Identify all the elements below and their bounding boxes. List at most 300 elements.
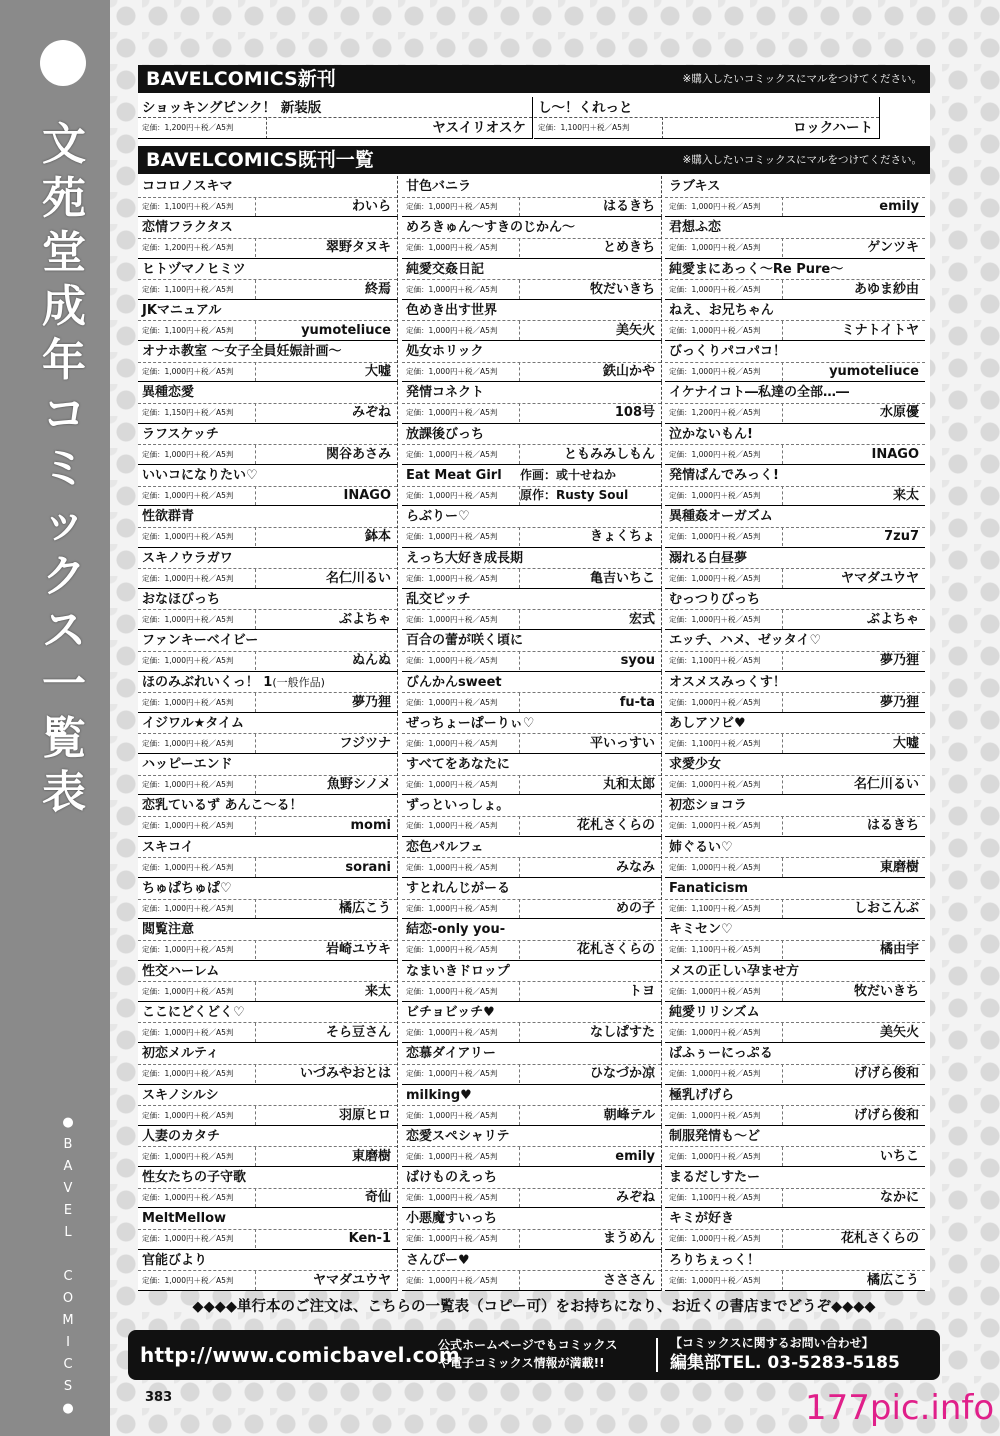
- book-author: INAGO: [871, 446, 919, 462]
- book-price: 定価：1,000円＋税／A5判: [406, 1275, 498, 1285]
- book-price: 定価：1,000円＋税／A5判: [406, 202, 498, 211]
- backlist-item[interactable]: [138, 713, 398, 754]
- book-author: 花札さくらの: [840, 1231, 919, 1247]
- book-price: 定価：1,100円＋税／A5判: [142, 284, 234, 294]
- vertical-subtitle-char: ●: [62, 1115, 74, 1130]
- book-author: ぶよちゃ: [338, 611, 391, 627]
- website-link[interactable]: http://www.comicbavel.com: [140, 1343, 460, 1367]
- backlist-item[interactable]: [402, 176, 662, 217]
- book-author: 羽原ヒロ: [338, 1107, 391, 1123]
- book-title: [142, 962, 219, 981]
- book-author: フジツナ: [339, 735, 391, 751]
- book-title: [406, 673, 502, 692]
- book-title: [142, 1251, 207, 1270]
- vertical-subtitle-char: I: [66, 1335, 70, 1350]
- book-title-text: 初恋ショコラ: [669, 798, 747, 814]
- book-author: まうめん: [602, 1231, 655, 1247]
- book-title: [669, 1003, 760, 1022]
- book-price: 定価：1,000円＋税／A5判: [142, 738, 234, 748]
- book-title-text: 閲覧注意: [142, 922, 195, 938]
- backlist-item[interactable]: [402, 630, 662, 671]
- backlist-item[interactable]: [402, 382, 662, 423]
- vertical-subtitle-char: B: [63, 1137, 73, 1152]
- book-title-text: 異種恋愛: [142, 385, 195, 401]
- book-title-text: ずっといっしょ。: [406, 798, 510, 814]
- backlist-item[interactable]: [402, 878, 662, 919]
- book-price: 定価：1,000円＋税／A5判: [669, 202, 761, 211]
- book-price: 定価：1,100円＋税／A5判: [669, 1193, 761, 1203]
- backlist-item[interactable]: [138, 919, 398, 960]
- book-title: [142, 1209, 226, 1228]
- book-title: [142, 1127, 220, 1146]
- backlist-item[interactable]: [402, 1002, 662, 1043]
- book-author: 鉢本: [364, 529, 391, 545]
- book-title-text: エッチ、ハメ、ゼッタイ♡: [669, 633, 822, 649]
- backlist-item[interactable]: [665, 1208, 925, 1249]
- book-author: さささん: [602, 1272, 655, 1288]
- book-author: 来太: [364, 983, 391, 999]
- book-title: [406, 301, 497, 320]
- book-title-text: 性欲群青: [142, 509, 195, 525]
- book-price: 定価：1,100円＋税／A5判: [538, 123, 630, 132]
- backlist-item[interactable]: [138, 341, 398, 382]
- book-price: 定価：1,000円＋税／A5判: [142, 367, 234, 377]
- book-title-text: ぜっちょーぱーりぃ♡: [406, 715, 535, 731]
- backlist-item[interactable]: [665, 630, 925, 671]
- book-price: 定価：1,000円＋税／A5判: [406, 284, 498, 294]
- backlist-item[interactable]: [138, 837, 398, 878]
- book-author: 大嘘: [892, 735, 919, 751]
- book-title-text: milking♥: [406, 1087, 472, 1103]
- book-title-text: キミセン♡: [669, 922, 733, 938]
- book-title-text: 恋乳ているず あんこ～る！: [142, 798, 303, 814]
- backlist-item[interactable]: [138, 300, 398, 341]
- book-author: 宏式: [628, 611, 655, 627]
- book-title: [142, 466, 258, 485]
- backlist-item[interactable]: [402, 259, 662, 300]
- new-release-item[interactable]: [138, 97, 533, 139]
- book-author: Ken-1: [348, 1231, 391, 1247]
- book-price: 定価：1,000円＋税／A5判: [669, 1027, 761, 1037]
- new-release-item[interactable]: [534, 97, 880, 139]
- book-title: [669, 1086, 734, 1105]
- backlist-item[interactable]: [665, 300, 925, 341]
- backlist-item[interactable]: [138, 548, 398, 589]
- backlist-item[interactable]: [402, 341, 662, 382]
- backlist-item[interactable]: [665, 1085, 925, 1126]
- backlist-section-title: BAVELCOMICS既刊一覧: [146, 149, 374, 171]
- book-title-text: キミが好き: [669, 1211, 735, 1227]
- book-author: 大嘘: [364, 364, 391, 380]
- book-author: 名仁川るい: [325, 570, 391, 586]
- book-price: 定価：1,000円＋税／A5判: [142, 1275, 234, 1285]
- backlist-item[interactable]: [402, 1043, 662, 1084]
- book-price: 定価：1,000円＋税／A5判: [406, 821, 498, 831]
- vertical-subtitle-char: A: [63, 1159, 73, 1174]
- book-title: [669, 631, 821, 650]
- book-title: [406, 631, 523, 650]
- backlist-section-note: ※購入したいコミックスにマルをつけてください。: [682, 154, 922, 166]
- book-author: ともみみしもん: [563, 446, 655, 462]
- book-title: [406, 1086, 472, 1105]
- book-price: 定価：1,000円＋税／A5判: [142, 780, 234, 790]
- book-title-text: いいコになりたい♡: [142, 468, 258, 484]
- book-title-text: 純愛リリシズム: [669, 1004, 760, 1020]
- book-title: ショッキングピンク！ 新装版: [142, 100, 322, 116]
- book-title-note: (一般作品): [272, 675, 325, 689]
- backlist-item[interactable]: [138, 1043, 398, 1084]
- book-price: 定価：1,000円＋税／A5判: [669, 780, 761, 790]
- backlist-item[interactable]: [138, 795, 398, 836]
- book-author: 牧だいきち: [589, 281, 655, 297]
- vertical-title-char: コ: [42, 389, 86, 440]
- book-price: 定価：1,000円＋税／A5判: [669, 1069, 761, 1079]
- book-price: 定価：1,200円＋税／A5判: [669, 408, 761, 418]
- book-title: [669, 383, 849, 402]
- book-title-text: 制服発情も～ど: [669, 1128, 761, 1144]
- backlist-item[interactable]: [402, 1208, 662, 1249]
- backlist-item[interactable]: [665, 754, 925, 795]
- backlist-item[interactable]: [138, 1167, 398, 1208]
- book-price: 定価：1,000円＋税／A5判: [142, 1027, 234, 1037]
- book-title-text: 百合の蕾が咲く頃に: [406, 633, 524, 649]
- book-price: 定価：1,000円＋税／A5判: [406, 1193, 498, 1203]
- backlist-item[interactable]: [402, 1167, 662, 1208]
- book-author: 平いっすい: [589, 735, 655, 751]
- vertical-title-char: ッ: [42, 497, 86, 548]
- book-price: 定価：1,000円＋税／A5判: [406, 1151, 498, 1161]
- book-title-text: 異種姦オーガズム: [669, 509, 773, 525]
- backlist-item[interactable]: [665, 506, 925, 547]
- footer-bar: [128, 1330, 940, 1380]
- backlist-item[interactable]: [138, 754, 398, 795]
- book-author: みぞね: [351, 405, 391, 421]
- book-title-text: オスメスみっくす！: [669, 674, 786, 690]
- backlist-item[interactable]: [665, 837, 925, 878]
- book-price: 定価：1,000円＋税／A5判: [669, 532, 761, 542]
- book-price: 定価：1,000円＋税／A5判: [142, 656, 234, 666]
- book-price: 定価：1,100円＋税／A5判: [669, 656, 761, 666]
- backlist-item[interactable]: [138, 1002, 398, 1043]
- backlist-item[interactable]: [138, 217, 398, 258]
- book-author: yumoteliuce: [301, 322, 391, 338]
- book-author: 関谷あさみ: [325, 446, 391, 462]
- backlist-item[interactable]: [402, 754, 662, 795]
- backlist-item[interactable]: [402, 548, 662, 589]
- backlist-item[interactable]: [665, 1043, 925, 1084]
- backlist-item[interactable]: [665, 961, 925, 1002]
- book-title: [669, 796, 747, 815]
- backlist-item[interactable]: [402, 672, 662, 713]
- backlist-item[interactable]: [665, 259, 925, 300]
- book-price: 定価：1,000円＋税／A5判: [406, 697, 498, 707]
- backlist-item[interactable]: [665, 1126, 925, 1167]
- book-title: [142, 383, 194, 402]
- backlist-item[interactable]: [402, 300, 662, 341]
- book-title-text: 君想ふ恋: [669, 220, 722, 236]
- book-title: [669, 590, 760, 609]
- book-price: 定価：1,000円＋税／A5判: [142, 573, 234, 583]
- backlist-item[interactable]: [402, 1126, 662, 1167]
- vertical-title-char: 年: [42, 335, 86, 386]
- book-author: ロックハート: [793, 120, 873, 136]
- book-title-text: ここにどくどく♡: [142, 1004, 245, 1020]
- book-title-text: 発情コネクト: [406, 385, 485, 401]
- book-author: syou: [620, 653, 655, 669]
- book-title-text: 小悪魔すいっち: [406, 1211, 498, 1227]
- book-price: 定価：1,000円＋税／A5判: [669, 243, 761, 253]
- backlist-item[interactable]: [665, 465, 925, 506]
- book-author: ヤスイリオスケ: [432, 120, 526, 136]
- backlist-item[interactable]: [402, 424, 662, 465]
- book-price: 定価：1,000円＋税／A5判: [142, 491, 234, 501]
- new-section-title: BAVELCOMICS新刊: [146, 68, 336, 90]
- book-price: 定価：1,000円＋税／A5判: [406, 738, 498, 748]
- book-author: いちこ: [879, 1148, 919, 1164]
- backlist-item[interactable]: [402, 1085, 662, 1126]
- backlist-item[interactable]: [665, 1250, 925, 1291]
- book-title-text: 人妻のカタチ: [142, 1128, 221, 1144]
- book-price: 定価：1,000円＋税／A5判: [406, 656, 498, 666]
- backlist-item[interactable]: [138, 672, 398, 713]
- book-title: [669, 507, 773, 526]
- backlist-item[interactable]: [665, 1167, 925, 1208]
- book-price: 定価：1,100円＋税／A5判: [142, 325, 234, 335]
- book-title: [142, 260, 246, 279]
- book-author: ヤマダユウヤ: [312, 1272, 391, 1288]
- backlist-column: [138, 176, 398, 1292]
- backlist-item[interactable]: [138, 1208, 398, 1249]
- backlist-item[interactable]: [138, 589, 398, 630]
- backlist-item[interactable]: [665, 1002, 925, 1043]
- book-title-text: Fanaticism: [669, 881, 749, 897]
- book-title: [406, 1044, 496, 1063]
- backlist-item[interactable]: [402, 713, 662, 754]
- vertical-subtitle-char: ●: [62, 1401, 74, 1416]
- book-title: [406, 342, 483, 361]
- book-price: 定価：1,000円＋税／A5判: [406, 780, 498, 790]
- book-title-text: 初恋メルティ: [142, 1046, 219, 1062]
- book-artist: 作画：或十せねか: [520, 468, 617, 483]
- book-title-text: イジワル★タイム: [142, 715, 245, 731]
- vertical-title-char: ク: [42, 551, 86, 602]
- book-title-text: メスの正しい孕ませ方: [669, 963, 800, 979]
- backlist-item[interactable]: [138, 1250, 398, 1291]
- backlist-item[interactable]: [665, 919, 925, 960]
- backlist-section-header: [138, 146, 930, 174]
- book-author: 鉄山かや: [602, 364, 655, 380]
- book-title: [669, 1209, 734, 1228]
- book-author: 花札さくらの: [576, 942, 655, 958]
- vertical-subtitle: [58, 1112, 78, 1420]
- backlist-column: [402, 176, 662, 1292]
- book-author: あゆま紗由: [853, 281, 919, 297]
- backlist-item[interactable]: [138, 382, 398, 423]
- book-author: はるきち: [602, 199, 655, 214]
- book-title: [142, 1086, 219, 1105]
- book-title: [142, 755, 232, 774]
- backlist-item[interactable]: [402, 1250, 662, 1291]
- book-price: 定価：1,200円＋税／A5判: [142, 123, 234, 132]
- backlist-item[interactable]: [138, 630, 398, 671]
- book-title: [142, 549, 233, 568]
- backlist-item[interactable]: [665, 548, 925, 589]
- book-title-text: ハッピーエンド: [142, 757, 233, 773]
- backlist-item[interactable]: [665, 878, 925, 919]
- book-title: [406, 920, 505, 939]
- book-title: [142, 177, 232, 196]
- book-author: わいら: [351, 199, 391, 214]
- book-author: 来太: [892, 488, 919, 504]
- backlist-item[interactable]: [138, 176, 398, 217]
- book-price: 定価：1,000円＋税／A5判: [669, 614, 761, 624]
- book-author: 東磨樹: [351, 1148, 391, 1164]
- new-section-header: [138, 65, 930, 93]
- book-title-text: ばけものえっち: [406, 1170, 498, 1186]
- book-author: ヤマダユウヤ: [840, 570, 919, 586]
- book-title: [406, 507, 470, 526]
- book-title: [669, 342, 786, 361]
- book-title-text: 甘色バニラ: [406, 179, 472, 194]
- backlist-item[interactable]: [665, 341, 925, 382]
- book-author: 橘広こう: [338, 901, 391, 917]
- book-title-text: ラブキス: [669, 179, 721, 194]
- book-author: 花札さくらの: [576, 818, 655, 834]
- book-title: [406, 425, 484, 444]
- backlist-item[interactable]: [402, 795, 662, 836]
- book-author: emily: [615, 1148, 655, 1164]
- book-title-text: なまいきドロップ: [406, 963, 510, 979]
- book-author: 朝峰テル: [603, 1107, 655, 1123]
- book-title-text: ばふぅーにっぷる: [669, 1046, 773, 1062]
- book-title: [406, 383, 484, 402]
- book-title-text: 泣かないもん!: [669, 426, 753, 442]
- vertical-title-char: 苑: [42, 173, 86, 224]
- book-price: 定価：1,000円＋税／A5判: [406, 367, 498, 377]
- backlist-item[interactable]: [138, 1085, 398, 1126]
- backlist-item[interactable]: [665, 713, 925, 754]
- book-author: sorani: [345, 859, 391, 875]
- backlist-item[interactable]: [402, 919, 662, 960]
- book-price: 定価：1,000円＋税／A5判: [142, 532, 234, 542]
- book-price: 定価：1,000円＋税／A5判: [669, 1151, 761, 1161]
- backlist-item[interactable]: [402, 465, 662, 506]
- book-price: 定価：1,000円＋税／A5判: [142, 1110, 234, 1120]
- book-title-text: 姉ぐるい♡: [669, 839, 733, 855]
- vertical-title-char: 一: [42, 659, 86, 710]
- book-author: トヨ: [628, 983, 655, 999]
- backlist-item[interactable]: [402, 961, 662, 1002]
- book-author: 岩崎ユウキ: [325, 942, 391, 958]
- vertical-subtitle-char: M: [62, 1313, 74, 1328]
- vertical-subtitle-char: S: [63, 1379, 73, 1394]
- backlist-item[interactable]: [665, 217, 925, 258]
- book-title-text: JKマニュアル: [142, 302, 222, 318]
- book-title-text: 乱交ビッチ: [406, 591, 471, 607]
- backlist-item[interactable]: [138, 1126, 398, 1167]
- book-author: ひなづか凉: [589, 1066, 655, 1082]
- book-title: [669, 549, 747, 568]
- book-title: [669, 673, 786, 692]
- backlist-item[interactable]: [138, 961, 398, 1002]
- book-author: なかに: [879, 1190, 919, 1206]
- backlist-item[interactable]: [138, 506, 398, 547]
- backlist-item[interactable]: [402, 506, 662, 547]
- book-title-text: らぶりー♡: [406, 509, 470, 525]
- book-author: げげら俊和: [853, 1107, 919, 1123]
- book-title: [406, 1251, 470, 1270]
- book-price: 定価：1,000円＋税／A5判: [669, 284, 761, 294]
- book-author: yumoteliuce: [829, 364, 919, 380]
- book-title: [142, 1168, 246, 1187]
- side-band: [0, 0, 110, 1436]
- contact-label: 【コミックスに関するお問い合わせ】: [670, 1336, 874, 1350]
- backlist-item[interactable]: [665, 589, 925, 630]
- backlist-item[interactable]: [138, 259, 398, 300]
- book-author: とめきち: [602, 240, 655, 256]
- book-title: [669, 1168, 760, 1187]
- backlist-item[interactable]: [665, 424, 925, 465]
- vertical-title-char: 覧: [42, 713, 86, 764]
- book-price: 定価：1,000円＋税／A5判: [406, 1110, 498, 1120]
- book-author: そら豆さん: [325, 1024, 391, 1040]
- book-price: 定価：1,000円＋税／A5判: [406, 325, 498, 335]
- book-price: 定価：1,000円＋税／A5判: [669, 862, 761, 872]
- book-author: めの子: [615, 901, 655, 917]
- backlist-item[interactable]: [665, 176, 925, 217]
- book-price: 定価：1,000円＋税／A5判: [669, 449, 761, 459]
- backlist-item[interactable]: [665, 795, 925, 836]
- backlist-item[interactable]: [665, 382, 925, 423]
- book-title: [142, 425, 219, 444]
- backlist-item[interactable]: [138, 424, 398, 465]
- book-title: [669, 425, 753, 444]
- book-title: [406, 177, 471, 196]
- book-price: 定価：1,000円＋税／A5判: [142, 1193, 234, 1203]
- book-title: [406, 549, 523, 568]
- book-author: いづみやおとは: [299, 1066, 391, 1082]
- book-author: 終焉: [364, 281, 391, 297]
- bullet-circle-icon: [40, 40, 86, 86]
- book-author: 奇仙: [364, 1190, 391, 1206]
- backlist-item[interactable]: [138, 465, 398, 506]
- vertical-subtitle-char: C: [63, 1357, 73, 1372]
- book-title-text: 官能びより: [142, 1252, 208, 1268]
- backlist-column: [665, 176, 925, 1292]
- backlist-item[interactable]: [402, 217, 662, 258]
- book-title-text: 恋情フラクタス: [142, 220, 233, 236]
- footer-message-line2: や電子コミックス情報が満載!!: [438, 1356, 605, 1370]
- book-price: 定価：1,000円＋税／A5判: [669, 573, 761, 583]
- backlist-item[interactable]: [138, 878, 398, 919]
- book-author: ぶよちゃ: [866, 611, 919, 627]
- book-title-text: すとれんじがーる: [406, 881, 511, 897]
- book-price: 定価：1,000円＋税／A5判: [406, 532, 498, 542]
- book-author: fu-ta: [619, 694, 655, 710]
- book-title-text: イケナイコト―私達の全部…―: [669, 385, 850, 401]
- book-title-text: ビチョビッチ♥: [406, 1004, 495, 1020]
- backlist-item[interactable]: [665, 672, 925, 713]
- book-title-text: 溺れる白昼夢: [669, 550, 748, 566]
- backlist-item[interactable]: [402, 589, 662, 630]
- book-title-text: びんかんsweet: [406, 674, 502, 690]
- book-price: 定価：1,000円＋税／A5判: [669, 325, 761, 335]
- book-title: [669, 218, 721, 237]
- book-price: 定価：1,000円＋税／A5判: [669, 1110, 761, 1120]
- book-author: 橘由宇: [879, 942, 919, 958]
- book-author: 牧だいきち: [853, 983, 919, 999]
- backlist-item[interactable]: [402, 837, 662, 878]
